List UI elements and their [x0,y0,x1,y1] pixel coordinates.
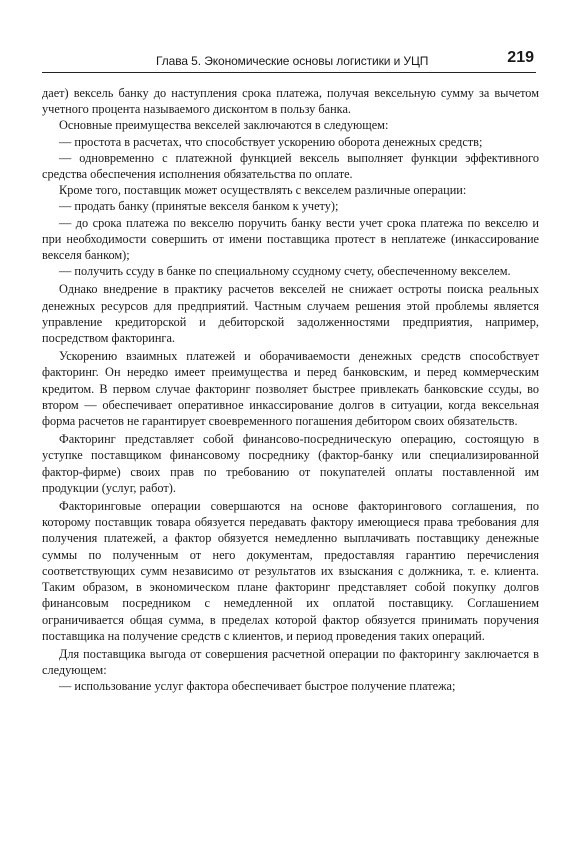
paragraph-operations-intro: Кроме того, поставщик может осуществлять с векселем различные операции: [59,183,467,198]
list-item-collection: — до срока платежа по векселю поручить банку вести учет срока платежа по векселю и при необходимости совершить от имени поставщика протест в неплатеже (инкассирование векселя банком); [42,215,539,263]
chapter-title: Глава 5. Экономические основы логистики и УЦП [156,54,429,68]
paragraph-advantages-intro: Основные преимущества векселей заключаются в следующем: [59,118,389,133]
page-body [42,85,539,695]
paragraph-factoring-operations: Факторинговые операции совершаются на основе факторингового соглашения, по которому поставщик товара обязуется передавать фактору имеющиеся права требования для получения платежей, а фактор обязуется немедленно выплачивать поставщику денежные суммы по полученным от него документам, предоставляя гарантию перечисления соответствующих сумм независимо от результатов их взыскания с должника, т. е. клиента. Таким образом, в экономическом плане факторинг представляет собой покупку долгов финансовым посредником с немедленной их оплатой поставщику. Соглашением ограничивается общая сумма, в пределах которой фактор обязуется принимать поручения поставщика на получение средств с клиентов, и период проведения таких операций. [42,499,539,643]
paragraph-factoring-benefits: Ускорению взаимных платежей и оборачиваемости денежных средств способствует факторинг. Он нередко имеет преимущества и перед банковским, и перед коммерческим кредитом. В первом случае факторинг позволяет быстрее привлекать банковские ссуды, во втором — обеспечивает оперативное инкассирование долгов в ситуации, когда вексельная форма расчетов не гарантирует своевременного погашения дебитором своих обязательств. [42,349,539,429]
page-number: 219 [507,49,534,66]
paragraph-factoring-definition: Факторинг представляет собой финансово-посредническую операцию, состоящую в уступке поставщиком финансовому посреднику (фактор-банку или специализированной фактор-фирме) своих прав по требованию от покупателей оплаты поставленной им продукции (услуг, работ). [42,432,539,495]
running-header [42,46,536,73]
list-item-simplicity: — простота в расчетах, что способствует ускорению оборота денежных средств; [59,134,483,149]
list-item-payment-function: — одновременно с платежной функцией вексель выполняет функции эффективного средства обеспечения исполнения обязательства по оплате. [42,150,539,182]
list-item-loan: — получить ссуду в банке по специальному ссудному счету, обеспеченному векселем. [59,264,511,279]
paragraph-supplier-benefit-intro: Для поставщика выгода от совершения расчетной операции по факторингу заключается в следующем: [42,646,539,678]
list-item-sell-to-bank: — продать банку (принятые векселя банком к учету); [59,199,339,214]
paragraph-continued: дает) вексель банку до наступления срока платежа, получая вексельную сумму за вычетом учетного процента называемого дисконтом в пользу банка. [42,86,539,117]
list-item-fast-payment: — использование услуг фактора обеспечивает быстрое получение платежа; [59,679,456,694]
paragraph-debt-management: Однако внедрение в практику расчетов векселей не снижает остроты поиска реальных денежных ресурсов для предприятий. Частным случаем решения этой проблемы является управление кредиторской и дебиторской задолженностями предприятия, например, посредством факторинга. [42,282,539,346]
